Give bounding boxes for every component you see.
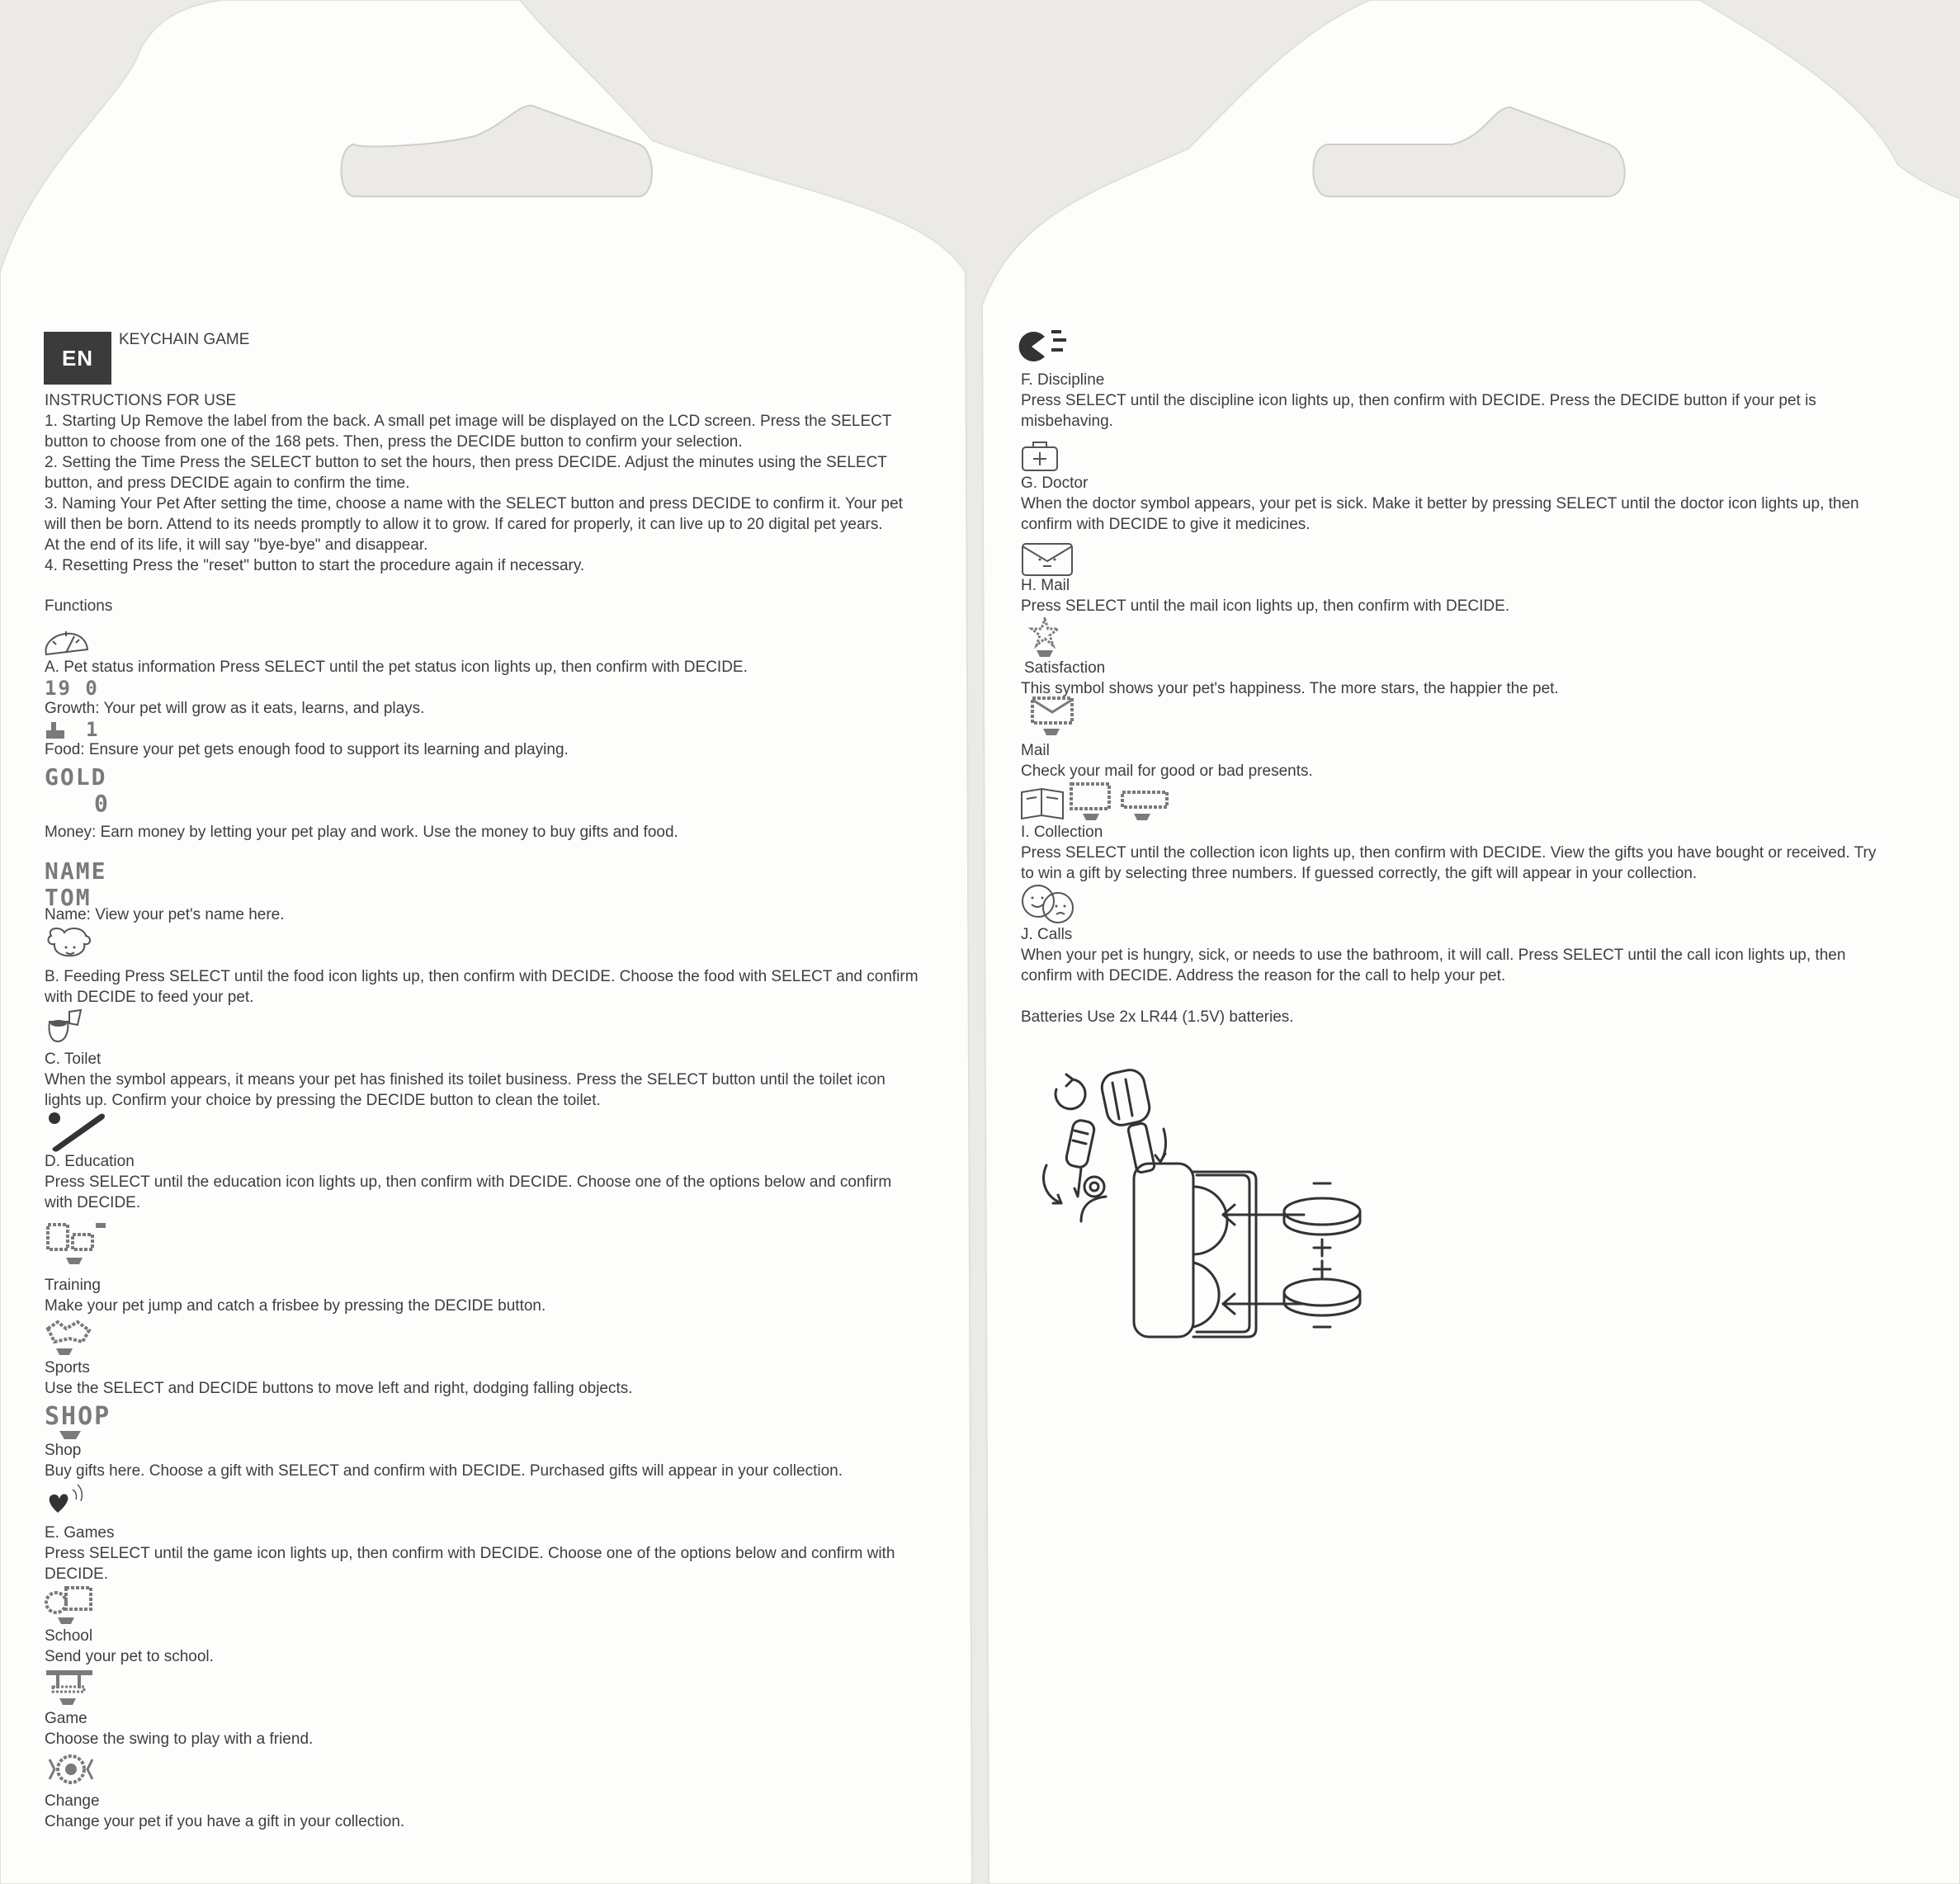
- left-card-shape: [0, 0, 972, 1884]
- satisfaction-block: [1021, 658, 1559, 699]
- education-title: D. Education: [45, 1153, 135, 1170]
- mail-text: Check your mail for good or bad presents.: [1021, 763, 1313, 780]
- training-block: [45, 1275, 545, 1316]
- instructions-block: [45, 390, 903, 576]
- shop-display: SHOP: [45, 1402, 111, 1431]
- doctor-block: [1021, 473, 1859, 535]
- sports-title: Sports: [45, 1359, 90, 1376]
- feeding-line-1: B. Feeding Press SELECT until the food icon lights up, then confirm with DECIDE. Choose the food with SELECT and confirm: [45, 968, 919, 985]
- change-icon: [48, 1751, 94, 1789]
- step-3: 3. Naming Your Pet After setting the time, choose a name with the SELECT button and press DECIDE to confirm it. Your pet: [45, 495, 903, 512]
- mail-title: Mail: [1021, 742, 1050, 759]
- training-icon: [46, 1221, 107, 1274]
- calls-line-1: When your pet is hungry, sick, or needs to use the bathroom, it will call. Press SELECT until the call icon lights up, then: [1021, 947, 1846, 964]
- feeding-block: [45, 966, 919, 1008]
- games-line-2: DECIDE.: [45, 1565, 109, 1583]
- bat-icon: [46, 1110, 106, 1153]
- satisfaction-title: Satisfaction: [1024, 659, 1106, 677]
- school-text: Send your pet to school.: [45, 1648, 214, 1665]
- game-text: Choose the swing to play with a friend.: [45, 1731, 314, 1748]
- game-heart-icon: [46, 1483, 87, 1516]
- name-display: [45, 858, 106, 911]
- step-1: 1. Starting Up Remove the label from the back. A small pet image will be displayed on the LCD screen. Press the SELECT: [45, 413, 892, 430]
- shop-title: Shop: [45, 1442, 82, 1459]
- game-title: Game: [45, 1710, 87, 1727]
- step-2: 2. Setting the Time Press the SELECT button to set the hours, then press DECIDE. Adjust the minutes using the SELECT: [45, 454, 887, 471]
- toilet-line-2: lights up. Confirm your choice by pressing the DECIDE button to clean the toilet.: [45, 1092, 601, 1109]
- mail-func-block: [1021, 575, 1509, 616]
- batteries-text: Batteries Use 2x LR44 (1.5V) batteries.: [1021, 1008, 1294, 1026]
- section-heading: INSTRUCTIONS FOR USE: [45, 392, 237, 409]
- change-text: Change your pet if you have a gift in your collection.: [45, 1813, 405, 1830]
- training-title: Training: [45, 1277, 101, 1294]
- discipline-line-1: Press SELECT until the discipline icon lights up, then confirm with DECIDE. Press the DECIDE button if your pet is: [1021, 392, 1816, 409]
- school-icon: [45, 1584, 96, 1629]
- change-title: Change: [45, 1792, 100, 1810]
- training-text: Make your pet jump and catch a frisbee by pressing the DECIDE button.: [45, 1297, 546, 1315]
- money-text: Money: Earn money by letting your pet play and work. Use the money to buy gifts and food.: [45, 824, 678, 841]
- satisfaction-text: This symbol shows your pet's happiness. The more stars, the happier the pet.: [1021, 680, 1559, 697]
- shop-text: Buy gifts here. Choose a gift with SELECT and confirm with DECIDE. Purchased gifts will appear in your collection.: [45, 1462, 843, 1480]
- step-3-cont: will then be born. Attend to its needs promptly to allow it to grow. If cared for properly, it can live up to 20 digital pet years.: [45, 516, 883, 533]
- name-text: Name: View your pet's name here.: [45, 906, 285, 923]
- doctor-line-1: When the doctor symbol appears, your pet is sick. Make it better by pressing SELECT until the doctor icon lights up, then: [1021, 495, 1859, 512]
- collection-block: [1021, 822, 1876, 884]
- education-block: [45, 1151, 891, 1213]
- bowl-icon: [45, 926, 94, 964]
- discipline-block: [1021, 370, 1816, 432]
- functions-heading: Functions: [45, 597, 113, 615]
- collection-title: I. Collection: [1021, 824, 1103, 841]
- calls-icon: [1020, 883, 1076, 924]
- gold-label: GOLD: [45, 763, 107, 791]
- calls-title: J. Calls: [1021, 926, 1073, 943]
- toilet-icon: [46, 1008, 86, 1045]
- doctor-title: G. Doctor: [1021, 475, 1089, 492]
- shop-block: [45, 1440, 843, 1481]
- food-icon: [45, 720, 66, 740]
- gold-value: 0: [94, 790, 110, 817]
- gauge-icon: [43, 625, 89, 658]
- mail-icon: [1020, 541, 1074, 578]
- discipline-line-2: misbehaving.: [1021, 413, 1113, 430]
- name-label: NAME: [45, 857, 107, 885]
- school-block: [45, 1626, 214, 1667]
- education-line-1: Press SELECT until the education icon lights up, then confirm with DECIDE. Choose one of the options below and confirm: [45, 1173, 892, 1191]
- discipline-icon: [1015, 328, 1068, 365]
- step-2-cont: button, and press DECIDE again to confirm the time.: [45, 475, 410, 492]
- doctor-line-2: confirm with DECIDE to give it medicines.: [1021, 516, 1311, 533]
- swing-icon: [45, 1665, 96, 1710]
- status-text: A. Pet status information Press SELECT until the pet status icon lights up, then confirm with DECIDE.: [45, 659, 748, 676]
- games-block: [45, 1523, 895, 1584]
- mail-func-title: H. Mail: [1021, 577, 1070, 594]
- calls-line-2: confirm with DECIDE. Address the reason for the call to help your pet.: [1021, 967, 1506, 984]
- mail-envelope-icon: [1030, 696, 1076, 739]
- growth-display: 19 0: [45, 677, 99, 700]
- discipline-title: F. Discipline: [1021, 371, 1105, 389]
- battery-diagram-icon: [1032, 1065, 1370, 1353]
- feeding-line-2: with DECIDE to feed your pet.: [45, 989, 254, 1006]
- step-4: 4. Resetting Press the "reset" button to start the procedure again if necessary.: [45, 557, 585, 574]
- toilet-block: [45, 1049, 886, 1111]
- sports-block: [45, 1358, 633, 1399]
- mail-block: [1021, 740, 1313, 781]
- games-line-1: Press SELECT until the game icon lights up, then confirm with DECIDE. Choose one of the options below and confirm with: [45, 1545, 895, 1562]
- game-block: [45, 1708, 313, 1749]
- calls-block: [1021, 924, 1845, 986]
- name-value: TOM: [45, 884, 92, 911]
- games-title: E. Games: [45, 1524, 115, 1542]
- food-display: 1: [86, 718, 100, 741]
- sports-text: Use the SELECT and DECIDE buttons to move left and right, dodging falling objects.: [45, 1380, 633, 1397]
- collection-line-1: Press SELECT until the collection icon lights up, then confirm with DECIDE. View the gifts you have bought or received. Try: [1021, 844, 1877, 862]
- collection-line-2: to win a gift by selecting three numbers. If guessed correctly, the gift will appear in your collection.: [1021, 865, 1698, 882]
- product-title: KEYCHAIN GAME: [119, 331, 250, 348]
- growth-text: Growth: Your pet will grow as it eats, learns, and plays.: [45, 700, 425, 717]
- sports-icon: [45, 1319, 94, 1358]
- doctor-icon: [1020, 439, 1060, 472]
- change-block: [45, 1791, 404, 1832]
- toilet-line-1: When the symbol appears, it means your pet has finished its toilet business. Press the SELECT button until the toilet icon: [45, 1071, 886, 1088]
- food-text: Food: Ensure your pet gets enough food to support its learning and playing.: [45, 741, 569, 758]
- satisfaction-icon: [1025, 617, 1066, 659]
- toilet-title: C. Toilet: [45, 1051, 102, 1068]
- mail-func-text: Press SELECT until the mail icon lights up, then confirm with DECIDE.: [1021, 597, 1510, 615]
- step-1-cont: button to choose from one of the 168 pets. Then, press the DECIDE button to confirm your selection.: [45, 433, 743, 451]
- education-line-2: with DECIDE.: [45, 1194, 141, 1211]
- gold-display: [45, 764, 110, 817]
- step-3-end: At the end of its life, it will say "bye-bye" and disappear.: [45, 536, 428, 554]
- school-title: School: [45, 1627, 93, 1645]
- language-badge: EN: [44, 332, 111, 385]
